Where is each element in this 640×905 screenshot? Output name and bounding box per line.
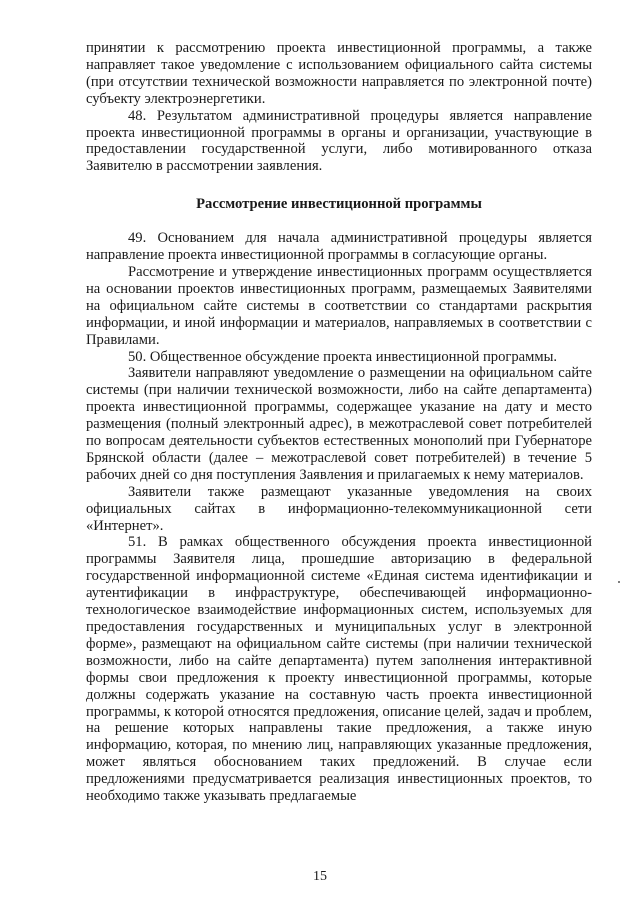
paragraph-49: 49. Основанием для начала административной процедуры является направление проекта инвестиционной программы в согласующие органы. <box>86 230 592 264</box>
page-number: 15 <box>313 869 327 884</box>
paragraph-continuation: принятии к рассмотрению проекта инвестиционной программы, а также направляет такое уведомление с использованием официального сайта системы (при отсутствии технической возможности направляется по электронной почте) субъекту электроэнергетики. <box>86 40 592 107</box>
paragraph-review-basis: Рассмотрение и утверждение инвестиционных программ осуществляется на основании проектов инвестиционных программ, размещаемых Заявителями на официальном сайте системы в соответствии со стандартами раскрытия информации, и иной информации и материалов, направляемых в соответствии с Правилами. <box>86 263 592 348</box>
scan-speck <box>618 581 620 583</box>
paragraph-51: 51. В рамках общественного обсуждения проекта инвестиционной программы Заявителя лица, прошедшие авторизацию в федеральной государственной информационной системе «Единая система идентификации и аутентификации в инфраструктуре, обеспечивающей информационно-технологическое взаимодействие информационных систем, используемых для предоставления государственных и муниципальных услуг в электронной форме», размещают на официальном сайте системы (при наличии технической возможности, либо на сайте департамента) путем заполнения интерактивной формы свои предложения к проекту инвестиционной программы, которые должны содержать указание на составную часть проекта инвестиционной программы, к которой относятся предложения, описание целей, задач и проблем, на решение которых направлены такие предложения, а также иную информацию, которая, по мнению лиц, направляющих указанные предложения, может являться обоснованием таких предложений. В случае если предложениями предусматривается реализация инвестиционных проектов, то необходимо также указывать предлагаемые <box>86 534 592 805</box>
paragraph-50: 50. Общественное обсуждение проекта инвестиционной программы. <box>128 348 558 365</box>
paragraph-websites: Заявители также размещают указанные уведомления на своих официальных сайтах в информационно-телекоммуникационной сети «Интернет». <box>86 483 592 534</box>
paragraph-notification: Заявители направляют уведомление о размещении на официальном сайте системы (при наличии технической возможности, либо на сайте департамента) проекта инвестиционной программы, содержащее указание на дату и место размещения (полный электронный адрес), в межотраслевой совет потребителей по вопросам деятельности субъектов естественных монополий при Губернаторе Брянской области (далее – межотраслевой совет потребителей) в течение 5 рабочих дней со дня поступления Заявления и прилагаемых к нему материалов. <box>86 365 592 483</box>
document-page <box>86 40 592 805</box>
paragraph-48: 48. Результатом административной процедуры является направление проекта инвестиционной программы в органы и организации, участвующие в предоставлении государственной услуги, либо мотивированного отказа Заявителю в рассмотрении заявления. <box>86 107 592 175</box>
section-heading: Рассмотрение инвестиционной программы <box>196 196 482 213</box>
